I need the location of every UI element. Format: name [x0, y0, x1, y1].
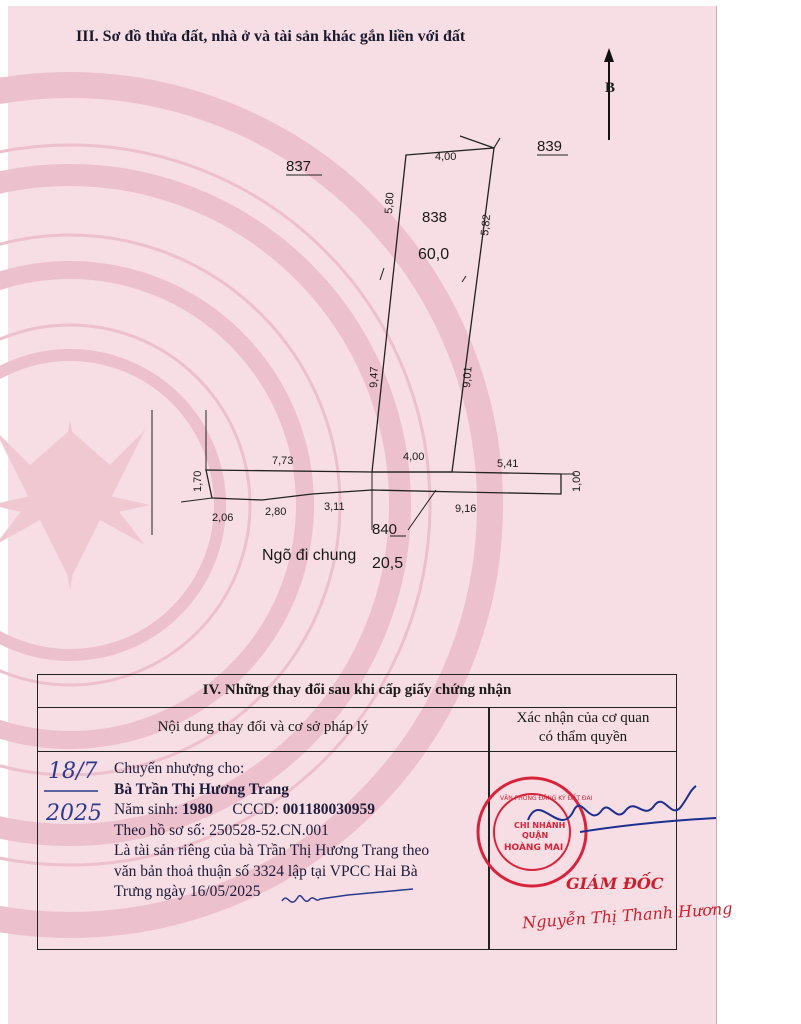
- parcel-839-label: 839: [537, 138, 563, 155]
- dim-bottom-3: 3,11: [324, 501, 345, 513]
- header-authority-confirmation: Xác nhận của cơ quan có thẩm quyền: [516, 710, 650, 745]
- change-entry: [114, 759, 429, 903]
- note-line-3: Trưng ngày 16/05/2025: [114, 883, 261, 900]
- parcel-840-area: 20,5: [372, 555, 404, 572]
- header-change-content: Nội dung thay đổi và cơ sở pháp lý: [157, 719, 369, 735]
- handwritten-date-day: 18/7: [48, 759, 98, 784]
- north-label: B: [605, 80, 616, 96]
- file-line: Theo hồ sơ số: 250528-52.CN.001: [114, 821, 329, 839]
- note-line-2: văn bản thoả thuận số 3324 lập tại VPCC Hai Bà: [114, 862, 418, 880]
- director-signature: [520, 780, 720, 850]
- dim-right-upper: 5,82: [479, 213, 494, 237]
- note-line-1: Là tài sản riêng của bà Trần Thị Hương Trang theo: [114, 842, 430, 859]
- dim-front-right: 5,41: [497, 458, 519, 470]
- owner-name: Bà Trần Thị Hương Trang: [114, 780, 289, 798]
- parcel-838-area: 60,0: [418, 246, 450, 263]
- parcel-838-label: 838: [422, 209, 448, 226]
- table-header: [38, 707, 676, 752]
- signer-name: Nguyễn Thị Thanh Hương: [521, 898, 734, 933]
- svg-text:HOÀNG MAI: HOÀNG MAI: [504, 843, 564, 853]
- dim-bottom-1: 2,06: [212, 512, 234, 524]
- dim-front-mid: 4,00: [403, 451, 425, 463]
- section4-title: IV. Những thay đổi sau khi cấp giấy chứng nhận: [38, 675, 676, 708]
- handwritten-date-year: 2025: [46, 801, 102, 826]
- alley-label: Ngõ đi chung: [262, 547, 357, 564]
- dim-bottom-2: 2,80: [265, 506, 287, 518]
- section3-title: III. Sơ đồ thửa đất, nhà ở và tài sản khác gắn liền với đất: [76, 28, 466, 45]
- dim-left-upper: 5,80: [383, 192, 397, 215]
- initials-signature: [278, 885, 418, 915]
- dim-left-lower: 9,47: [368, 366, 381, 389]
- birth-id-line: Năm sinh: 1980 CCCD: 001180030959: [114, 801, 375, 818]
- parcel-837-label: 837: [286, 158, 312, 175]
- signer-title: GIÁM ĐỐC: [566, 874, 664, 893]
- date-underline: [42, 787, 102, 795]
- dim-side-right: 1,00: [571, 470, 583, 492]
- parcel-840-label: 840: [372, 521, 398, 538]
- dim-front-left: 7,73: [272, 455, 294, 467]
- svg-text:VĂN PHÒNG ĐĂNG KÝ ĐẤT ĐAI: VĂN PHÒNG ĐĂNG KÝ ĐẤT ĐAI: [500, 795, 593, 802]
- dim-right-lower: 9,01: [461, 366, 475, 389]
- svg-text:QUẬN: QUẬN: [522, 831, 549, 840]
- transfer-line: Chuyển nhượng cho:: [114, 760, 245, 777]
- parcel-840-outline: [206, 470, 561, 500]
- dim-bottom-4: 9,16: [455, 503, 477, 515]
- svg-text:CHI NHÁNH: CHI NHÁNH: [514, 821, 566, 830]
- dim-top: 4,00: [435, 151, 457, 163]
- dim-side-left: 1,70: [192, 470, 204, 492]
